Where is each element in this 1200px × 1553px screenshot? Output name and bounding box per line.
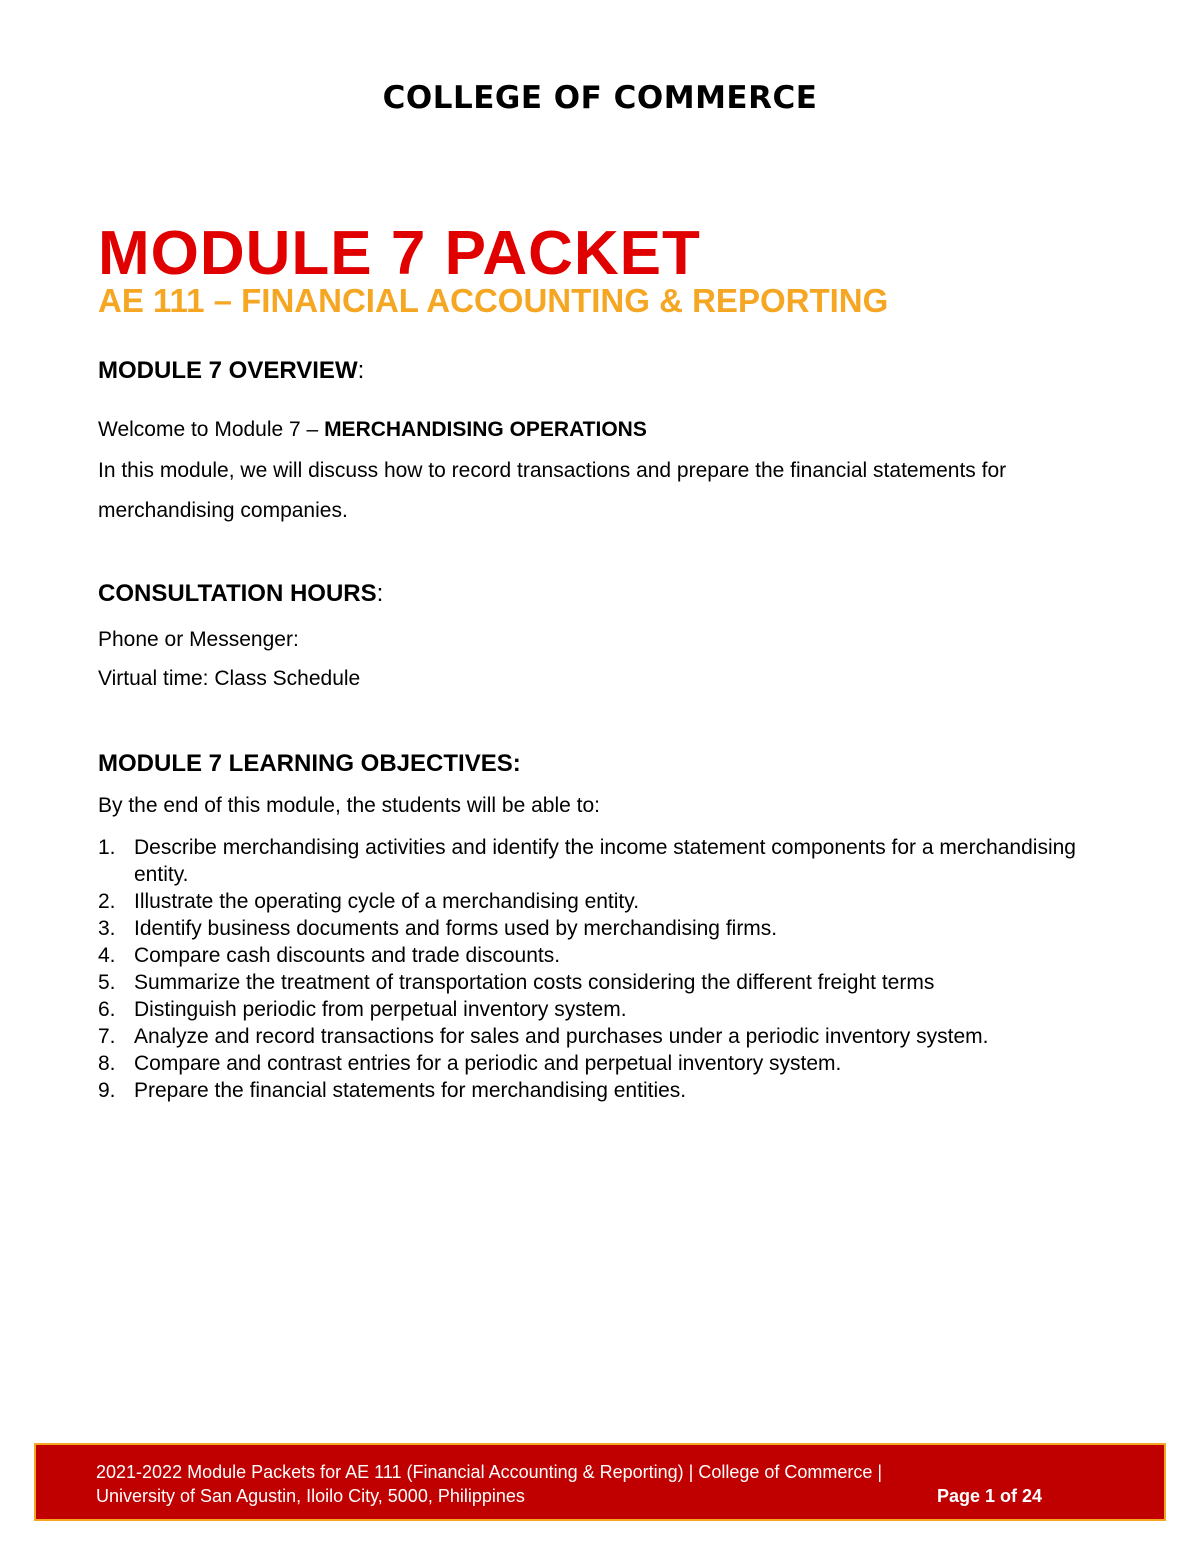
objective-item	[98, 1050, 1108, 1077]
objective-number: 4.	[98, 944, 116, 967]
objective-text: Compare cash discounts and trade discounts.	[134, 944, 561, 967]
objective-item	[98, 888, 1108, 915]
objective-number: 8.	[98, 1052, 116, 1075]
objective-item	[98, 969, 1108, 996]
objective-item	[98, 915, 1108, 942]
objective-text: Identify business documents and forms used by merchandising firms.	[134, 917, 778, 940]
objective-number: 1.	[98, 836, 116, 859]
page-number: Page 1 of 24	[936, 1486, 1042, 1506]
welcome-topic: MERCHANDISING OPERATIONS	[324, 418, 647, 441]
footer-line-2: University of San Agustin, Iloilo City, 5000, Philippines	[96, 1486, 525, 1506]
overview-welcome	[98, 410, 647, 450]
objective-number: 6.	[98, 998, 116, 1021]
module-title: MODULE 7 PACKET	[98, 219, 701, 288]
objective-number: 7.	[98, 1025, 116, 1048]
course-title: AE 111 – FINANCIAL ACCOUNTING & REPORTING	[98, 282, 889, 319]
overview-line-1: In this module, we will discuss how to record transactions and prepare the financial statements for	[98, 459, 1007, 482]
page-footer	[34, 1443, 1166, 1521]
consultation-heading-colon: :	[376, 580, 384, 607]
consultation-virtual: Virtual time: Class Schedule	[98, 667, 361, 690]
objective-item	[98, 942, 1108, 969]
objective-text: Prepare the financial statements for merchandising entities.	[134, 1079, 687, 1102]
objective-number: 2.	[98, 890, 116, 913]
objective-number: 5.	[98, 971, 116, 994]
objectives-list	[98, 834, 1108, 1104]
overview-heading-colon: :	[357, 357, 365, 384]
objective-text: Analyze and record transactions for sales and purchases under a periodic inventory system.	[134, 1025, 989, 1048]
consultation-phone: Phone or Messenger:	[98, 628, 299, 651]
objectives-intro: By the end of this module, the students will be able to:	[98, 794, 600, 817]
objective-number: 9.	[98, 1079, 116, 1102]
objective-item	[98, 834, 1108, 888]
consultation-heading-text: CONSULTATION HOURS	[98, 580, 377, 607]
objective-item	[98, 1077, 1108, 1104]
footer-line-1: 2021-2022 Module Packets for AE 111 (Financial Accounting & Reporting) | College of Commerce |	[96, 1462, 883, 1482]
objective-number: 3.	[98, 917, 116, 940]
objectives-heading: MODULE 7 LEARNING OBJECTIVES:	[98, 750, 521, 777]
objective-text: Distinguish periodic from perpetual inventory system.	[134, 998, 627, 1021]
overview-heading-text: MODULE 7 OVERVIEW	[98, 357, 358, 384]
welcome-prefix: Welcome to Module 7 –	[98, 418, 325, 441]
overview-heading	[98, 357, 364, 385]
objective-item	[98, 1023, 1108, 1050]
objective-item	[98, 996, 1108, 1023]
objective-text: Compare and contrast entries for a periodic and perpetual inventory system.	[134, 1052, 842, 1075]
objective-text: Summarize the treatment of transportation costs considering the different freight terms	[134, 971, 935, 994]
overview-line-2: merchandising companies.	[98, 499, 348, 522]
college-header: COLLEGE OF COMMERCE	[382, 80, 818, 116]
objective-text: Describe merchandising activities and identify the income statement components for a merchandising entity.	[134, 836, 1076, 886]
consultation-heading	[98, 580, 383, 608]
objective-text: Illustrate the operating cycle of a merchandising entity.	[134, 890, 640, 913]
